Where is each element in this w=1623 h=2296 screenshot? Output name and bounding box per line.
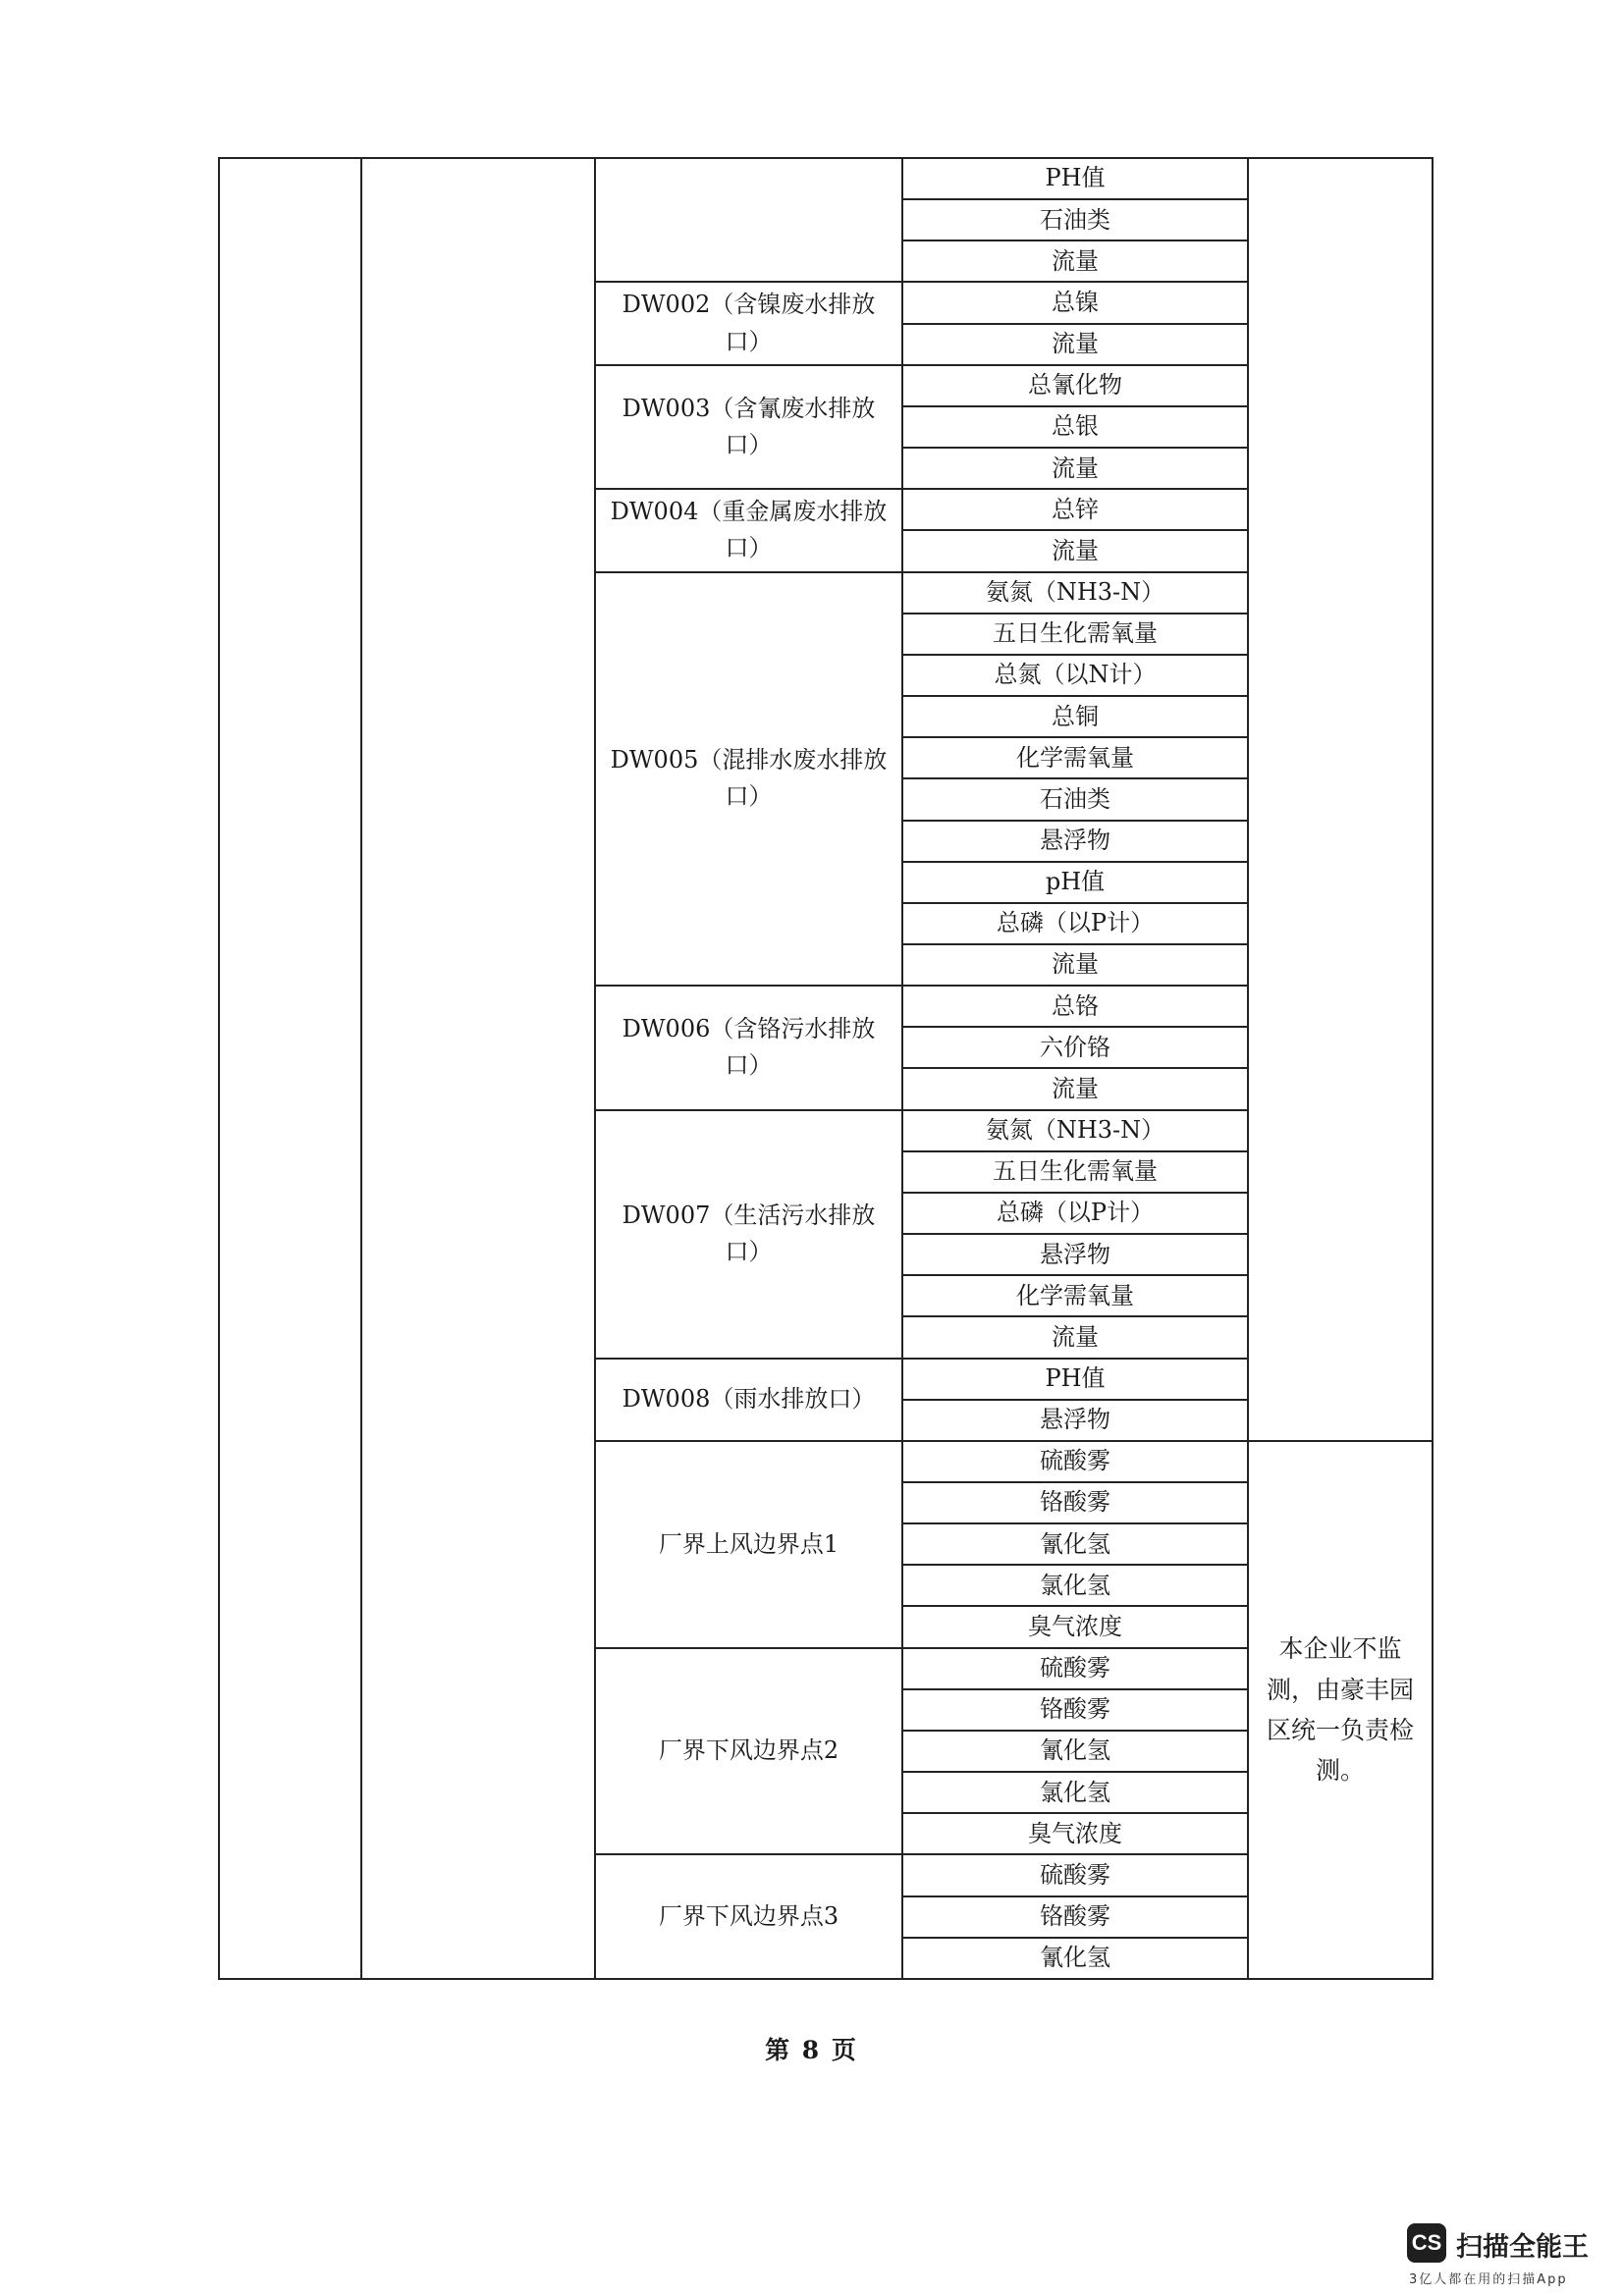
monitoring-item: 石油类 bbox=[902, 778, 1248, 820]
monitoring-item: 臭气浓度 bbox=[902, 1606, 1248, 1647]
monitoring-item: 五日生化需氧量 bbox=[902, 1151, 1248, 1193]
monitoring-point: DW007（生活污水排放口） bbox=[595, 1110, 902, 1359]
monitoring-item: pH值 bbox=[902, 862, 1248, 903]
remark-note: 本企业不监测，由豪丰园区统一负责检测。 bbox=[1248, 1441, 1433, 1979]
monitoring-item: 铬酸雾 bbox=[902, 1482, 1248, 1523]
monitoring-item: 五日生化需氧量 bbox=[902, 614, 1248, 655]
monitoring-item: 总氮（以N计） bbox=[902, 655, 1248, 696]
monitoring-point: 厂界下风边界点2 bbox=[595, 1648, 902, 1855]
blank-column-2 bbox=[361, 158, 595, 1979]
monitoring-point: DW004（重金属废水排放口） bbox=[595, 489, 902, 571]
monitoring-item: 总锌 bbox=[902, 489, 1248, 530]
monitoring-item: 硫酸雾 bbox=[902, 1648, 1248, 1689]
monitoring-point: DW006（含铬污水排放口） bbox=[595, 986, 902, 1109]
monitoring-item: 化学需氧量 bbox=[902, 1275, 1248, 1316]
monitoring-item: 氰化氢 bbox=[902, 1938, 1248, 1979]
monitoring-item: 氯化氢 bbox=[902, 1565, 1248, 1606]
monitoring-item: 总银 bbox=[902, 406, 1248, 448]
monitoring-item: 氰化氢 bbox=[902, 1523, 1248, 1565]
monitoring-item: 氰化氢 bbox=[902, 1731, 1248, 1772]
monitoring-item: 臭气浓度 bbox=[902, 1813, 1248, 1854]
monitoring-item: 硫酸雾 bbox=[902, 1854, 1248, 1896]
monitoring-item: 总铜 bbox=[902, 696, 1248, 737]
monitoring-item: 流量 bbox=[902, 1316, 1248, 1358]
monitoring-item: 悬浮物 bbox=[902, 1400, 1248, 1441]
monitoring-item: 化学需氧量 bbox=[902, 737, 1248, 778]
monitoring-item: 氨氮（NH3-N） bbox=[902, 1110, 1248, 1151]
watermark-subtitle: 3亿人都在用的扫描App bbox=[1409, 2272, 1568, 2287]
camscanner-logo-icon: CS bbox=[1407, 2223, 1446, 2263]
monitoring-point bbox=[595, 158, 902, 282]
monitoring-point: 厂界上风边界点1 bbox=[595, 1441, 902, 1648]
monitoring-item: 流量 bbox=[902, 324, 1248, 365]
monitoring-item: 铬酸雾 bbox=[902, 1896, 1248, 1938]
monitoring-item: 铬酸雾 bbox=[902, 1689, 1248, 1731]
watermark-title: 扫描全能王 bbox=[1456, 2232, 1589, 2263]
remark-empty bbox=[1248, 158, 1433, 1441]
monitoring-item: 总氰化物 bbox=[902, 365, 1248, 406]
monitoring-item: 悬浮物 bbox=[902, 821, 1248, 862]
monitoring-item: 流量 bbox=[902, 448, 1248, 489]
monitoring-item: PH值 bbox=[902, 1359, 1248, 1400]
monitoring-point: 厂界下风边界点3 bbox=[595, 1854, 902, 1979]
monitoring-item: 总铬 bbox=[902, 986, 1248, 1027]
monitoring-item: 流量 bbox=[902, 944, 1248, 986]
monitoring-item: 硫酸雾 bbox=[902, 1441, 1248, 1482]
monitoring-item: 总镍 bbox=[902, 282, 1248, 323]
monitoring-point: DW003（含氰废水排放口） bbox=[595, 365, 902, 489]
page-number: 第 8 页 bbox=[765, 2036, 858, 2064]
monitoring-point: DW008（雨水排放口） bbox=[595, 1359, 902, 1441]
monitoring-item: 总磷（以P计） bbox=[902, 1193, 1248, 1234]
monitoring-item: 流量 bbox=[902, 240, 1248, 282]
monitoring-item: PH值 bbox=[902, 158, 1248, 199]
monitoring-item: 流量 bbox=[902, 530, 1248, 571]
table-row bbox=[219, 158, 1433, 199]
monitoring-item: 氨氮（NH3-N） bbox=[902, 572, 1248, 614]
monitoring-point: DW002（含镍废水排放口） bbox=[595, 282, 902, 364]
monitoring-item: 氯化氢 bbox=[902, 1772, 1248, 1813]
monitoring-table bbox=[218, 157, 1434, 1980]
monitoring-point: DW005（混排水废水排放口） bbox=[595, 572, 902, 987]
monitoring-item: 流量 bbox=[902, 1068, 1248, 1109]
monitoring-item: 石油类 bbox=[902, 199, 1248, 240]
monitoring-item: 总磷（以P计） bbox=[902, 903, 1248, 944]
monitoring-item: 六价铬 bbox=[902, 1027, 1248, 1068]
monitoring-item: 悬浮物 bbox=[902, 1234, 1248, 1275]
watermark bbox=[1407, 2223, 1603, 2286]
blank-column-1 bbox=[219, 158, 361, 1979]
